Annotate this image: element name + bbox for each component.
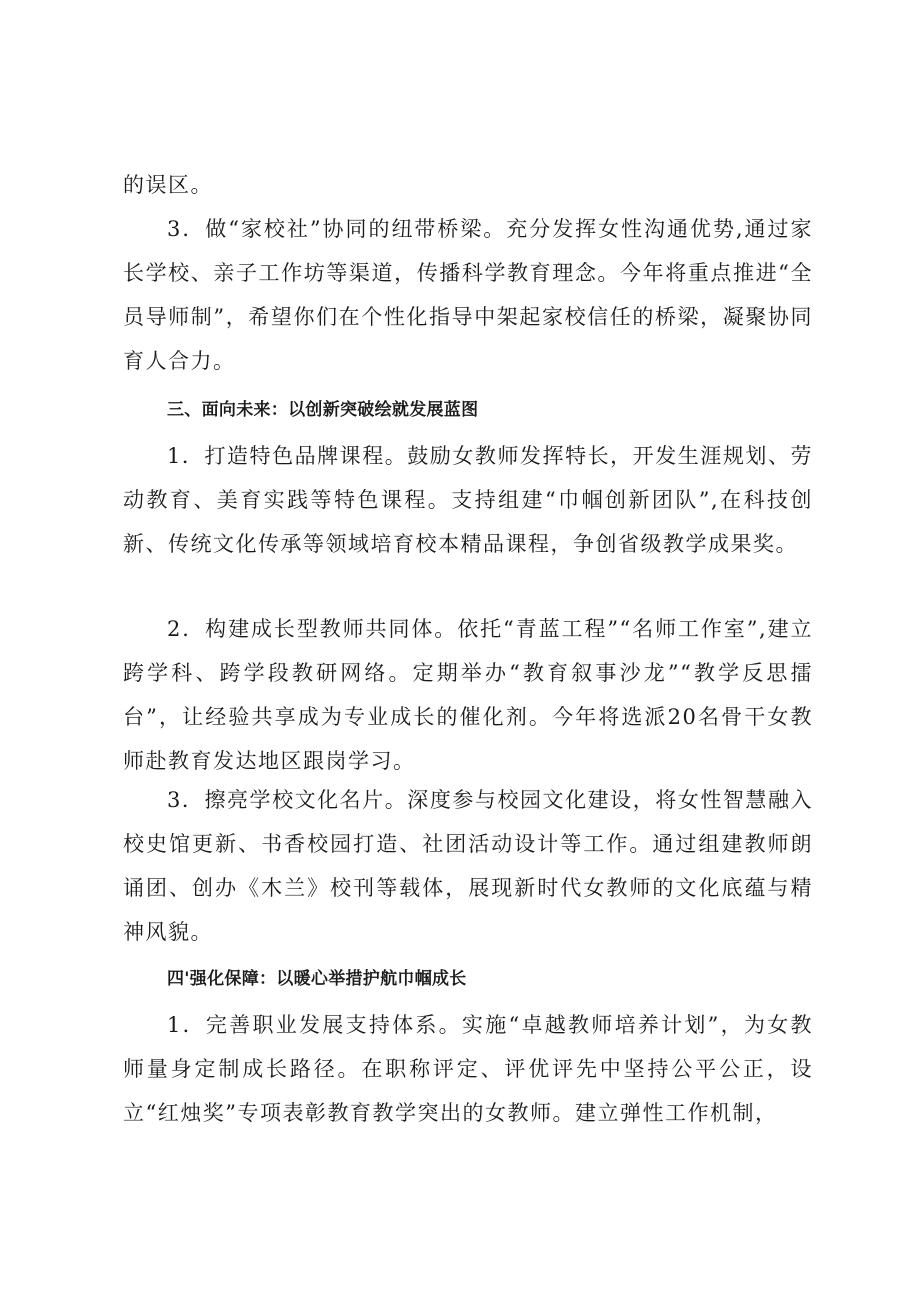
paragraph-home-school-bridge: 3．做“家校社”协同的纽带桥梁。充分发挥女性沟通优势,通过家长学校、亲子工作坊等渠道，传播科学教育理念。今年将重点推进“全员导师制”，希望你们在个性化指导中架起家校信任的桥梁，凝聚协同育人合力。 [123, 217, 813, 373]
section-heading-3: 三、面向未来：以创新突破绘就发展蓝图 [167, 400, 479, 420]
paragraph-career-support: 1．完善职业发展支持体系。实施“卓越教师培养计划”，为女教师量身定制成长路径。在职称评定、评优评先中坚持公平公正，设立“红烛奖”专项表彰教育教学突出的女教师。建立弹性工作机制， [123, 1013, 813, 1125]
paragraph-school-culture: 3．擦亮学校文化名片。深度参与校园文化建设，将女性智慧融入校史馆更新、书香校园打造、社团活动设计等工作。通过组建教师朗诵团、创办《木兰》校刊等载体，展现新时代女教师的文化底蕴与精神风貌。 [123, 788, 813, 944]
section-heading-4: 四'强化保障：以暖心举措护航巾帼成长 [167, 969, 467, 989]
paragraph-continuation: 的误区。 [123, 173, 213, 197]
paragraph-teacher-community: 2．构建成长型教师共同体。依托“青蓝工程”“名师工作室”,建立跨学科、跨学段教研网络。定期举办“教育叙事沙龙”“教学反思擂台”，让经验共享成为专业成长的催化剂。今年将选派20名骨干女教师赴教育发达地区跟岗学习。 [123, 617, 813, 773]
paragraph-brand-courses: 1．打造特色品牌课程。鼓励女教师发挥特长，开发生涯规划、劳动教育、美育实践等特色课程。支持组建“巾帼创新团队”,在科技创新、传统文化传承等领域培育校本精品课程，争创省级教学成果奖。 [123, 444, 813, 556]
